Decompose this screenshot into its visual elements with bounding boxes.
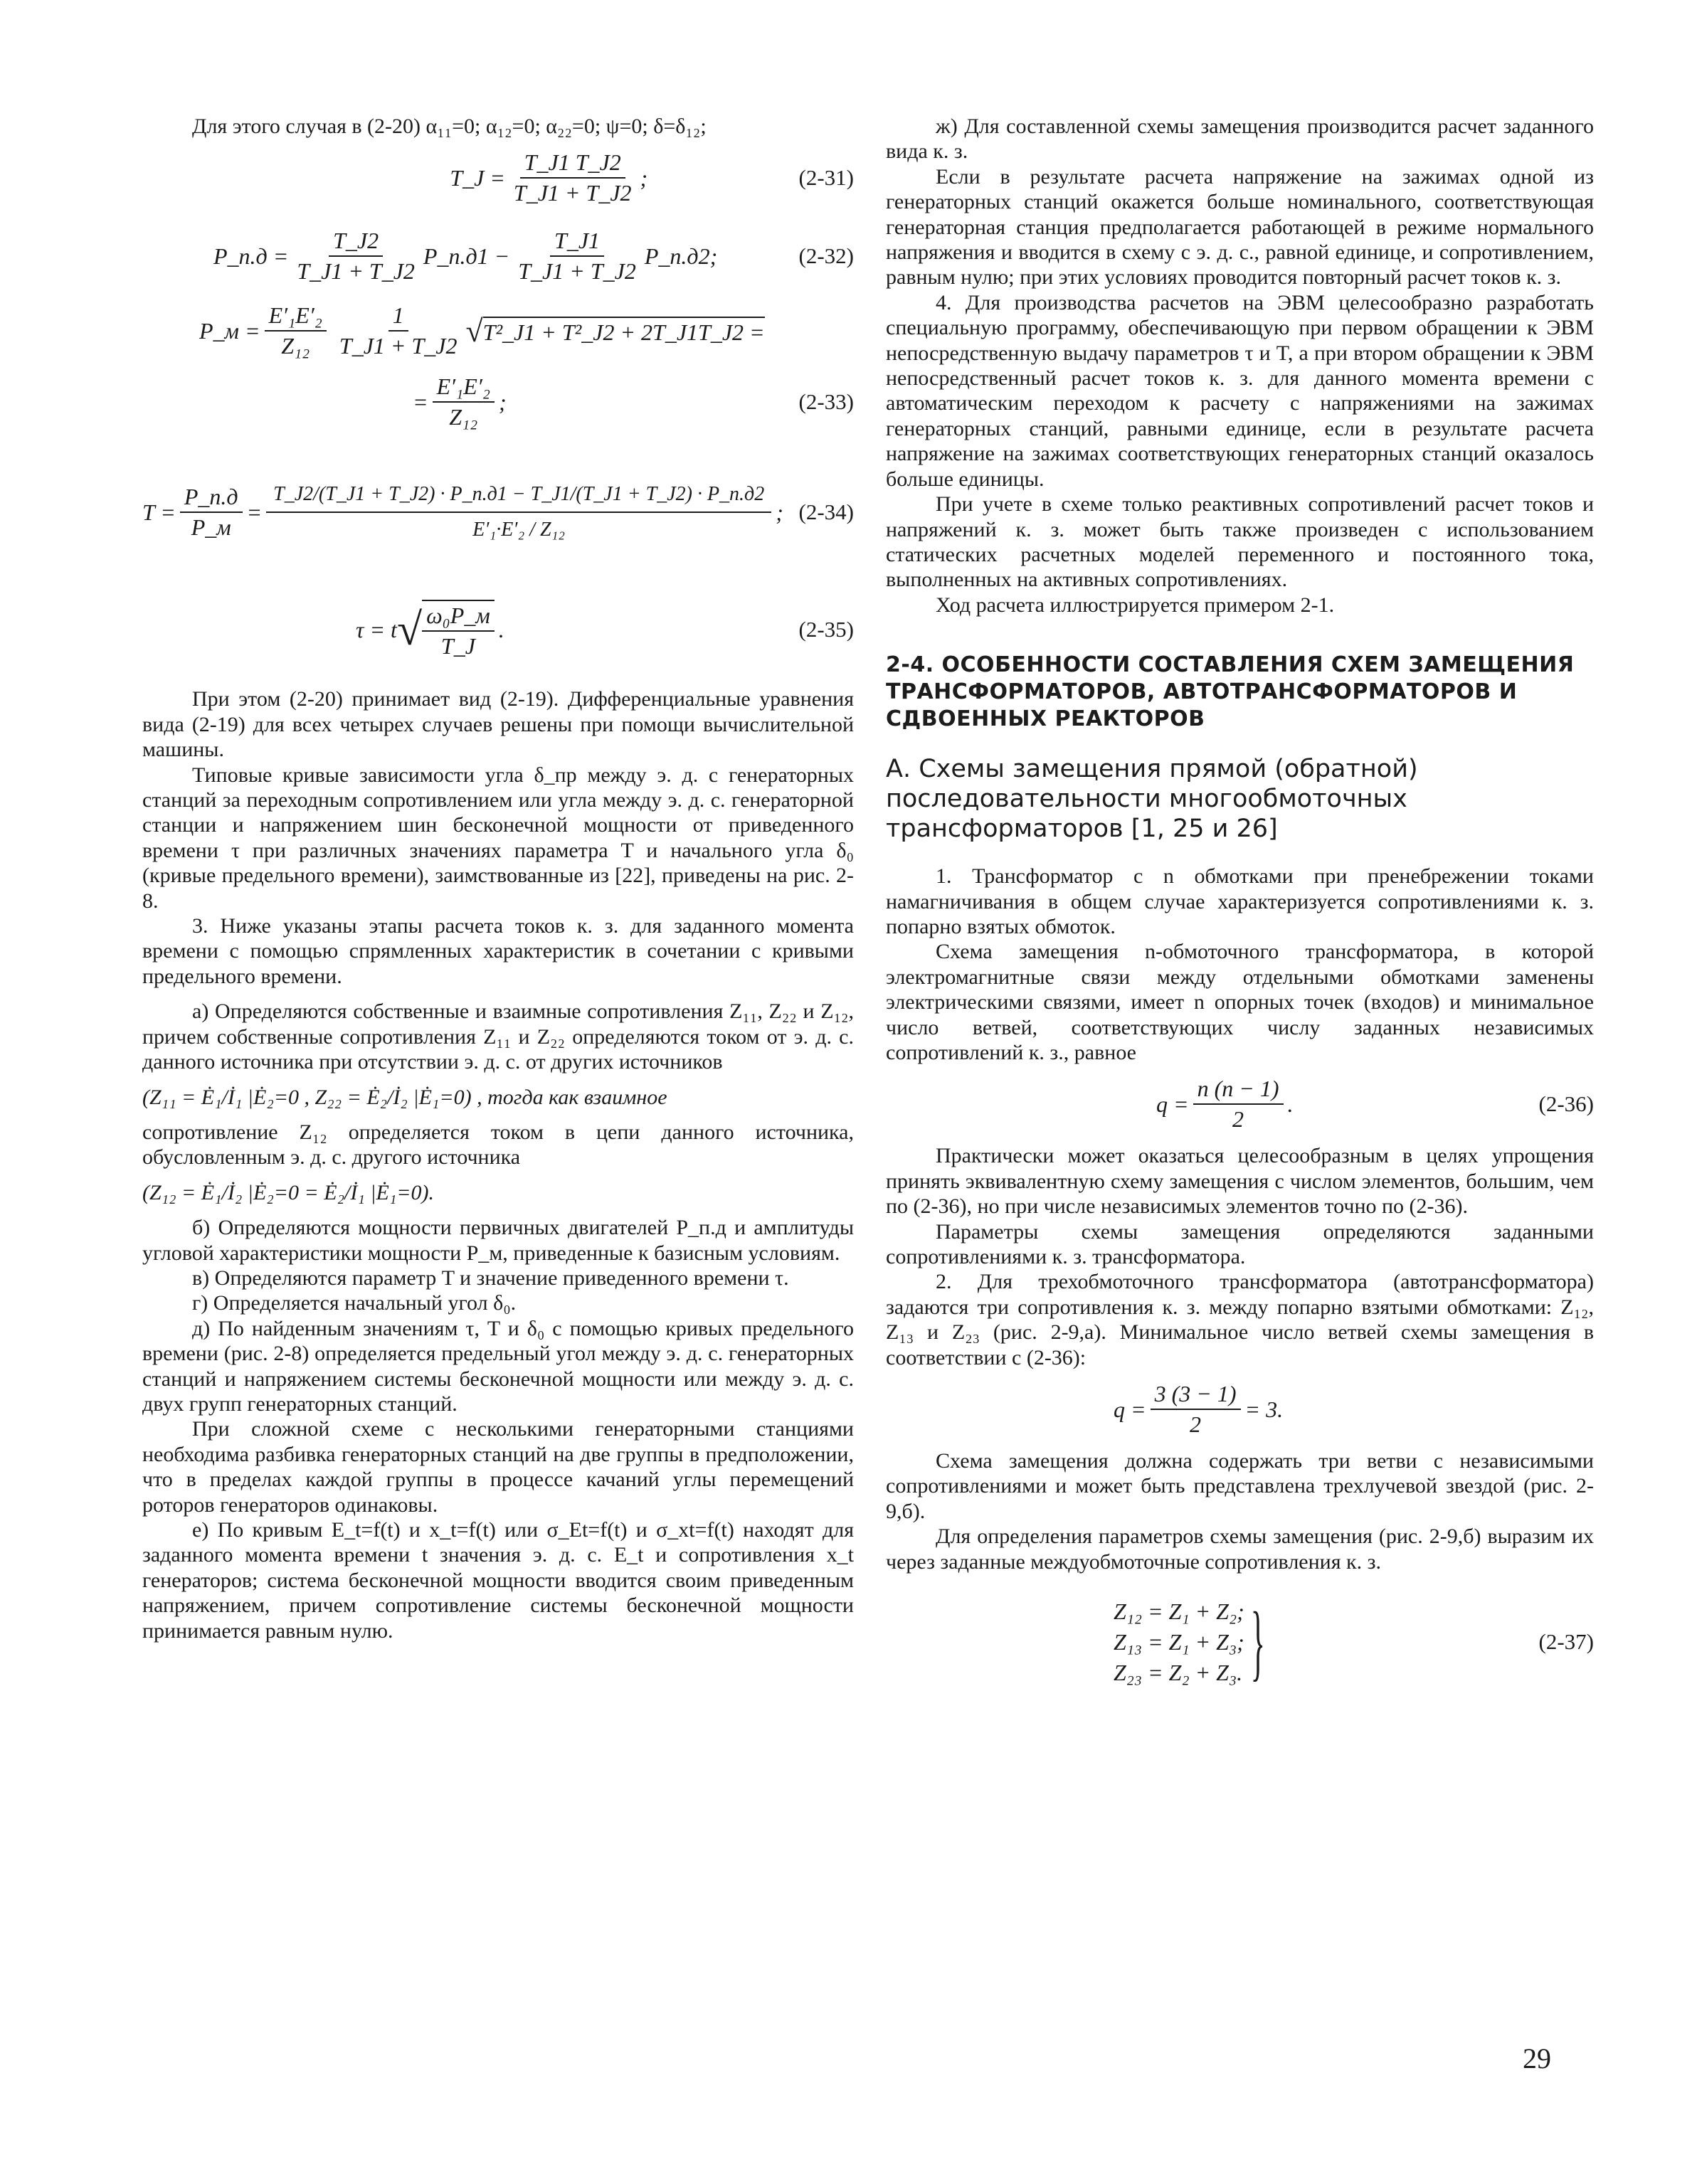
paragraph: Схема замещения n-обмоточного трансформатора, в которой электромагнитные связи между отдельными обмотками заменены электрическими связями, имеет n опорных точек (входов) и минимальное число ветвей, соответствующих числу заданных независимых сопротивлений к. з., равное [886, 940, 1594, 1064]
eq32-lhs: P_п.д = [213, 243, 289, 269]
paragraph: б) Определяются мощности первичных двигателей P_п.д и амплитуды угловой характеристики мощности P_м, приведенные к базисным условиям. [142, 1216, 854, 1265]
eqq3-fraction [1151, 1381, 1241, 1438]
eq32-n2: T_J1 [550, 228, 604, 257]
eq33-number: (2-33) [798, 389, 854, 415]
intro-paragraph: Для этого случая в (2-20) α₁₁=0; α₁₂=0; α₂₂=0; ψ=0; δ=δ₁₂; [192, 115, 707, 138]
eq31-lhs: T_J = [450, 164, 505, 191]
eq32-n1: T_J2 [329, 228, 383, 257]
eq37-system [1114, 1599, 1244, 1686]
eq33-n1: E′₁E′₂ [265, 302, 327, 332]
section-heading: 2-4. ОСОБЕННОСТИ СОСТАВЛЕНИЯ СХЕМ ЗАМЕЩЕНИЯ ТРАНСФОРМАТОРОВ, АВТОТРАНСФОРМАТОРОВ И СДВОЕННЫХ РЕАКТОРОВ [886, 652, 1575, 732]
paragraph: 4. Для производства расчетов на ЭВМ целесообразно разработать специальную программу, обеспечивающую при первом обращении к ЭВМ непосредственную выдачу параметров τ и T, а при втором обращении к ЭВМ непосредственный расчет токов к. з. для данного момента времени с автоматическим переходом к расчету с напряжениями на зажимах генераторных станций, равными единице, если в результате расчета напряжение на зажимах соответствующих генераторных станций оказалось больше единицы. [886, 290, 1594, 491]
eq35-fraction [422, 600, 495, 659]
paragraph: Ход расчета иллюстрируется примером 2-1. [936, 593, 1335, 617]
eq34-eq: = [246, 499, 263, 525]
eq36-number: (2-36) [1538, 1091, 1594, 1117]
eq35-number: (2-35) [798, 617, 854, 642]
eq32-fraction-2 [514, 228, 640, 285]
eq32-d2: T_J1 + T_J2 [518, 258, 636, 285]
right-brace: } [1250, 1594, 1265, 1690]
paragraph: Для определения параметров схемы замещения (рис. 2-9,б) выразим их через заданные междуобмоточные сопротивления к. з. [886, 1525, 1594, 1574]
paragraph: Если в результате расчета напряжение на зажимах одной из генераторных станций окажется больше номинального, соответствующая генераторная станция предполагается работающей в режиме нормального напряжения и вводится в схему с э. д. с., равной единице, и сопротивлением, равным нулю; при этих условиях проводится повторный расчет токов к. з. [886, 164, 1594, 290]
eq36-den: 2 [1232, 1106, 1244, 1133]
eq31-number: (2-31) [798, 165, 854, 191]
eq34-number: (2-34) [798, 499, 854, 525]
eq32-fraction-1 [292, 228, 419, 285]
inline-formula-2: (Z₁₂ = Ė₁/İ₂ |Ė₂=0 = Ė₂/İ₁ |Ė₁=0). [142, 1180, 435, 1204]
eq36-tail: . [1287, 1091, 1294, 1117]
paragraph: При сложной схеме с несколькими генераторными станциями необходима разбивка генераторных станций на две группы в предположении, что в пределах каждой группы в процессе качаний углы перемещений роторов генераторов одинаковы. [142, 1417, 854, 1517]
equation-2-35 [142, 587, 854, 672]
eqq3-tail: = 3. [1244, 1396, 1284, 1422]
equation-2-34 [142, 438, 854, 587]
eq35-tail: . [498, 616, 504, 642]
eq33b-den: Z₁₂ [449, 404, 478, 430]
eq35-num: ω₀P_м [422, 603, 495, 632]
eq34-fraction-0 [180, 484, 243, 541]
eq37-number: (2-37) [1538, 1629, 1594, 1655]
eq36-num: n (n − 1) [1193, 1076, 1284, 1105]
eq34-n0: P_п.д [180, 484, 243, 513]
left-column [142, 114, 854, 1643]
eq37-line-1: Z₁₂ = Z₁ + Z₂; [1114, 1598, 1244, 1624]
paragraph: а) Определяются собственные и взаимные сопротивления Z₁₁, Z₂₂ и Z₁₂, причем собственные сопротивления Z₁₁ и Z₂₂ определяются током от э. д. с. данного источника при отсутствии э. д. с. от других источников [142, 1000, 854, 1074]
paragraph: в) Определяются параметр T и значение приведенного времени τ. [192, 1266, 789, 1290]
paragraph: При этом (2-20) принимает вид (2-19). Дифференциальные уравнения вида (2-19) для всех четырех случаев решены при помощи вычислительной машины. [142, 687, 854, 762]
eq34-lhs: T = [142, 499, 176, 525]
eq34-bot: E′₁·E′₂ / Z₁₂ [472, 519, 566, 541]
eq31-denominator: T_J1 + T_J2 [513, 180, 632, 206]
eq33b-tail: ; [498, 388, 507, 415]
eq33b-num: E′₁E′₂ [433, 373, 495, 403]
paragraph: Схема замещения должна содержать три ветви с независимыми сопротивлениями и может быть представлена трехлучевой звездой (рис. 2-9,б). [886, 1449, 1594, 1523]
eq36-lhs: q = [1156, 1091, 1189, 1117]
eq33-fraction-2 [335, 302, 462, 359]
paragraph: 3. Ниже указаны этапы расчета токов к. з. для заданного момента времени с помощью спрямленных характеристик в сочетании с кривыми предельного времени. [142, 914, 854, 988]
paragraph: Типовые кривые зависимости угла δ_пр между э. д. с генераторных станций за переходным сопротивлением или угла между э. д. с. генераторной станции и напряжением шин бесконечной мощности от приведенного времени τ при различных значениях параметра T и начального угла δ₀ (кривые предельного времени), заимствованные из [22], приведены на рис. 2-8. [142, 763, 854, 913]
eq31-numerator: T_J1 T_J2 [520, 149, 625, 179]
eq34-d0: P_м [191, 514, 231, 541]
eq37-line-3: Z₂₃ = Z₂ + Z₃. [1114, 1659, 1243, 1685]
paragraph: ж) Для составленной схемы замещения производится расчет заданного вида к. з. [886, 115, 1594, 164]
paragraph: Параметры схемы замещения определяются заданными сопротивлениями к. з. трансформатора. [886, 1219, 1594, 1268]
paragraph: 1. Трансформатор с n обмотками при пренебрежении токами намагничивания в общем случае характеризуется сопротивлениями к. з. попарно взятых обмоток. [886, 864, 1594, 938]
eq33-lhs: P_м = [199, 317, 260, 344]
eq34-big-fraction [266, 483, 771, 541]
eq32-m1: P_п.д1 − [423, 243, 510, 269]
eq33-fraction-1 [265, 302, 327, 359]
paragraph: г) Определяется начальный угол δ₀. [192, 1291, 517, 1315]
paragraph: сопротивление Z₁₂ определяется током в цепи данного источника, обусловленным э. д. с. другого источника [142, 1120, 854, 1170]
eq32-number: (2-32) [798, 243, 854, 269]
equation-2-33-line1 [142, 295, 854, 366]
equation-2-36 [886, 1065, 1594, 1143]
eq33b-fraction [433, 373, 495, 430]
eqq3-lhs: q = [1114, 1396, 1146, 1422]
equation-q-3 [886, 1370, 1594, 1448]
paragraph: 2. Для трехобмоточного трансформатора (автотрансформатора) задаются три сопротивления к. з. между попарно взятыми обмотками: Z₁₂, Z₁₃ и Z₂₃ (рис. 2-9,а). Минимальное число ветвей схемы замещения в соответствии с (2-36): [886, 1270, 1594, 1369]
eq33b-lhs: = [413, 388, 428, 415]
eqq3-den: 2 [1190, 1411, 1202, 1438]
paragraph: При учете в схеме только реактивных сопротивлений расчет токов и напряжений к. з. может быть также произведен с использованием статических расчетных моделей переменного и постоянного тока, выполненных на активных сопротивлениях. [886, 492, 1594, 592]
eq35-lhs: τ = t [356, 616, 397, 642]
eq31-fraction [509, 149, 636, 206]
eq34-top: T_J2/(T_J1 + T_J2) · P_п.д1 − T_J1/(T_J1 + T_J2) · P_п.д2 [266, 483, 771, 513]
eq32-d1: T_J1 + T_J2 [297, 258, 415, 285]
sqrt-sign: √ [465, 313, 483, 349]
eqq3-num: 3 (3 − 1) [1151, 1381, 1241, 1410]
subsection-heading: А. Схемы замещения прямой (обратной) последовательности многообмоточных трансформаторов [1, 25 и 26] [886, 755, 1418, 844]
paragraph: е) По кривым E_t=f(t) и x_t=f(t) или σ_Et=f(t) и σ_xt=f(t) находят для заданного момента времени t значения э. д. с. E_t и сопротивления x_t генераторов; система бесконечной мощности вводится своим приведенным напряжением, причем сопротивление системы бесконечной мощности принимается равным нулю. [142, 1518, 854, 1643]
paragraph: д) По найденным значениям τ, T и δ₀ с помощью кривых предельного времени (рис. 2-8) определяется предельный угол между э. д. с. генераторных станций и напряжением системы бесконечной мощности или между э. д. с. двух групп генераторных станций. [142, 1316, 854, 1416]
page-number: 29 [1523, 2042, 1551, 2074]
eq36-fraction [1193, 1076, 1284, 1133]
eq33-d2: T_J1 + T_J2 [339, 333, 458, 359]
inline-formula-1: (Z₁₁ = Ė₁/İ₁ |Ė₂=0 , Z₂₂ = Ė₂/İ₂ |Ė₁=0) , тогда как взаимное [142, 1085, 667, 1109]
eq34-tail: ; [776, 499, 783, 525]
eq33-d1: Z₁₂ [281, 333, 310, 359]
equation-2-37 [886, 1581, 1594, 1702]
eq32-m2: P_п.д2; [644, 243, 718, 269]
equation-2-32 [142, 217, 854, 295]
eq37-line-2: Z₁₃ = Z₁ + Z₃; [1114, 1628, 1244, 1655]
eq33-radicand: T²_J1 + T²_J2 + 2T_J1T_J2 = [483, 317, 765, 346]
eq31-tail: ; [640, 164, 648, 191]
eq35-den: T_J [440, 633, 475, 659]
sqrt-sign-2: √ [396, 604, 423, 655]
right-column [886, 114, 1594, 1702]
equation-2-31 [142, 139, 854, 217]
eq33-n2: 1 [388, 302, 408, 332]
equation-2-33-line2 [142, 366, 854, 438]
paragraph: Практически может оказаться целесообразным в целях упрощения принять эквивалентную схему замещения с числом элементов, большим, чем по (2-36), но при числе независимых элементов точно по (2-36). [886, 1144, 1594, 1219]
